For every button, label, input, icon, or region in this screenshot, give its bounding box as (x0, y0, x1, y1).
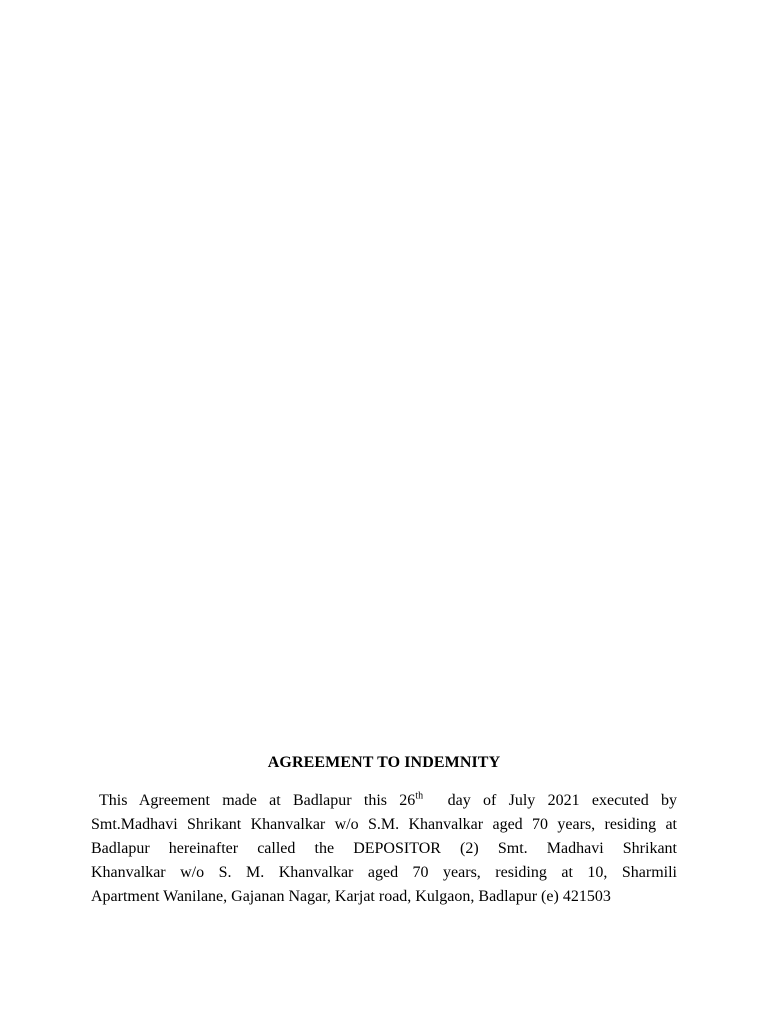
paragraph-line-1 (91, 789, 677, 813)
paragraph-line-3: Badlapur hereinafter called the DEPOSITOR (2) Smt. Madhavi Shrikant (91, 840, 677, 857)
line1-text-after: day of July 2021 executed by (423, 792, 677, 809)
ordinal-suffix: th (415, 790, 424, 802)
paragraph-line-4: Khanvalkar w/o S. M. Khanvalkar aged 70 years, residing at 10, Sharmili (91, 864, 677, 881)
line1-text-before: This Agreement made at Badlapur this 26 (99, 792, 416, 809)
document-title: AGREEMENT TO INDEMNITY (267, 754, 501, 771)
paragraph-line-2: Smt.Madhavi Shrikant Khanvalkar w/o S.M. Khanvalkar aged 70 years, residing at (91, 816, 677, 833)
agreement-paragraph (91, 789, 677, 909)
paragraph-line-5: Apartment Wanilane, Gajanan Nagar, Karjat road, Kulgaon, Badlapur (e) 421503 (91, 888, 611, 905)
